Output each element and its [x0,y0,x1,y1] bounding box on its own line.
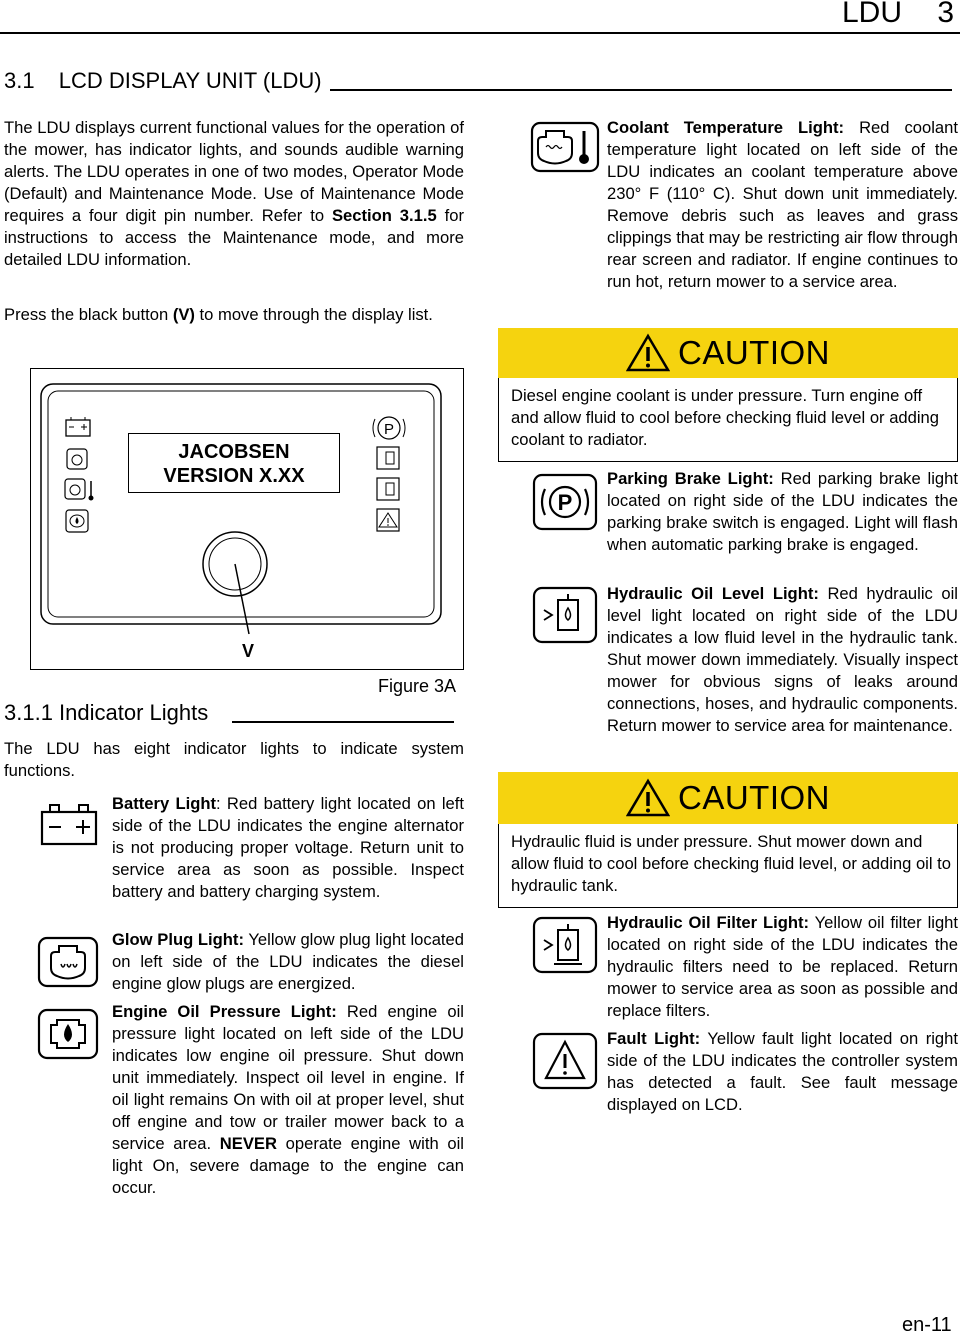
ldu-hyd-filter-icon [377,478,399,500]
oil-pressure-light-text: Red engine oil pressure light located on left side of the LDU indicates low engine oil pressure. Shut down unit immediately. Inspect oil level in engine. If oil light remains On with oil at proper level, shut off engine and tow or trailer mower back to a service area. [112,1002,464,1153]
ldu-battery-icon [66,417,90,436]
ldu-parking-icon [373,417,405,439]
subsection-intro: The LDU has eight indicator lights to indicate system functions. [4,739,464,780]
button-text-end: to move through the display list. [194,305,433,324]
button-text: Press the black button [4,305,173,324]
ldu-oil-pressure-icon [66,510,88,532]
lcd-line-2: VERSION X.XX [163,465,305,487]
warning-triangle-icon [626,333,670,373]
caution-label-1: CAUTION [678,334,830,371]
coolant-light-name: Coolant Temperature Light: [607,118,845,137]
fault-light-description [607,1028,958,1116]
separator [774,469,781,488]
fault-light-name: Fault Light: [607,1029,701,1048]
ldu-glow-plug-icon [67,449,87,469]
parking-brake-light-text: Red parking brake light located on right side of the LDU indicates the parking brake switch is engaged. Light will flash when automatic parking brake is engaged. [607,469,958,554]
separator [844,118,859,137]
svg-text:P: P [383,421,395,438]
subsection-title: 3.1.1 Indicator Lights [4,700,209,725]
coolant-light-description [607,117,958,293]
lcd-line-1: JACOBSEN [178,441,290,463]
figure-caption: Figure 3A [378,676,457,696]
chapter-number: 3 [937,0,954,29]
hydraulic-oil-filter-icon [532,916,598,979]
page-number: en-11 [902,1314,952,1336]
chapter-title: LDU [841,0,902,29]
glow-plug-light-name: Glow Plug Light: [112,930,244,949]
oil-pressure-light-name: Engine Oil Pressure Light: [112,1002,337,1021]
caution-box-2 [498,824,958,908]
oil-pressure-light-text-end: operate engine with oil light On, severe damage to the engine can occur. [112,1134,464,1197]
coolant-temperature-icon [530,121,600,178]
parking-brake-light-description [607,468,958,556]
hydraulic-oil-filter-light-name: Hydraulic Oil Filter Light: [607,913,810,932]
subsection-rule [232,721,454,723]
fault-icon [532,1032,598,1095]
hydraulic-oil-level-light-name: Hydraulic Oil Level Light: [607,584,819,603]
caution-text-1: Diesel engine coolant is under pressure. Turn engine off and allow fluid to cool before checking fluid level or adding coolant to radiator. [511,386,940,449]
intro-text-end: for instructions to access the Maintenance mode, and more detailed LDU information. [4,206,464,269]
hydraulic-oil-filter-light-description [607,912,958,1022]
hydraulic-oil-level-light-text: Red hydraulic oil level light located on right side of the LDU indicates a low fluid level in the hydraulic tank. Shut mower down immediately. Visually inspect mower for obvious signs of leaks around connections, hoses, and hydraulic components. Return mower to service area for maintenance. [607,584,958,735]
oil-pressure-light-description [112,1001,464,1199]
ldu-fault-icon [377,509,399,531]
ldu-drawing [31,369,465,671]
intro-paragraph [4,117,464,271]
hydraulic-oil-level-icon [532,586,598,649]
page-header [0,0,960,34]
warning-triangle-icon [626,778,670,818]
button-key: (V) [172,305,195,324]
section-number: 3.1 [4,68,35,93]
fault-light-text: Yellow fault light located on right side of the LDU indicates the controller system has detected a fault. See fault message displayed on LCD. [607,1029,958,1114]
ldu-coolant-icon [65,479,94,501]
section-title: LCD DISPLAY UNIT (LDU) [58,68,322,93]
parking-brake-light-name: Parking Brake Light: [607,469,774,488]
battery-light-description [112,793,464,903]
section-reference: Section 3.1.5 [331,206,437,225]
button-paragraph [4,304,464,326]
separator [337,1002,347,1021]
section-rule [330,89,952,91]
glow-plug-light-description [112,929,464,995]
section-heading [4,68,322,94]
caution-banner-1 [498,328,958,378]
svg-text:P: P [557,490,573,515]
caution-text-2: Hydraulic fluid is under pressure. Shut mower down and allow fluid to cool before checking fluid level, or adding oil to hydraulic tank. [511,832,951,895]
never-warning: NEVER [219,1134,277,1153]
battery-light-text: Red battery light located on left side of the LDU indicates the engine alternator is not producing proper voltage. Return unit to service area as soon as possible. Inspect battery and battery charging system. [112,794,464,901]
glow-plug-light-text: Yellow glow plug light located on left side of the LDU indicates the diesel engine glow plugs are energized. [112,930,464,993]
hydraulic-oil-level-light-description [607,583,958,737]
separator: : [216,794,227,813]
caution-label-2: CAUTION [678,779,830,816]
ldu-hyd-level-icon [377,447,399,469]
parking-brake-icon [532,473,598,536]
caution-banner-2 [498,772,958,824]
ldu-figure [30,368,464,670]
battery-icon [38,800,100,853]
coolant-light-text: Red coolant temperature light located on left side of the LDU indicates an coolant temperature above 230° F (110° C). Shut down unit immediately. Remove debris such as leaves and grass clippings that may be restricting air flow through rear screen and radiator. If engine continues to run hot, return mower to a service area. [607,118,958,291]
hydraulic-oil-filter-light-text: Yellow oil filter light located on right side of the LDU indicates the hydraulic filters need to be replaced. Return mower to service area as soon as possible and replace filters. [607,913,959,1020]
caution-box-1 [498,378,958,462]
intro-text: The LDU displays current functional values for the operation of the mower, has indicator lights, and sounds audible warning alerts. The LDU operates in one of two modes, Operator Mode (Default) and Maintenance Mode. Use of Maintenance Mode requires a four digit pin number. Refer to [4,118,464,225]
lcd-screen [128,433,340,493]
battery-light-name: Battery Light [112,794,216,813]
button-callout-label: V [242,641,255,661]
glow-plug-icon [37,936,99,993]
oil-pressure-icon [37,1008,99,1065]
